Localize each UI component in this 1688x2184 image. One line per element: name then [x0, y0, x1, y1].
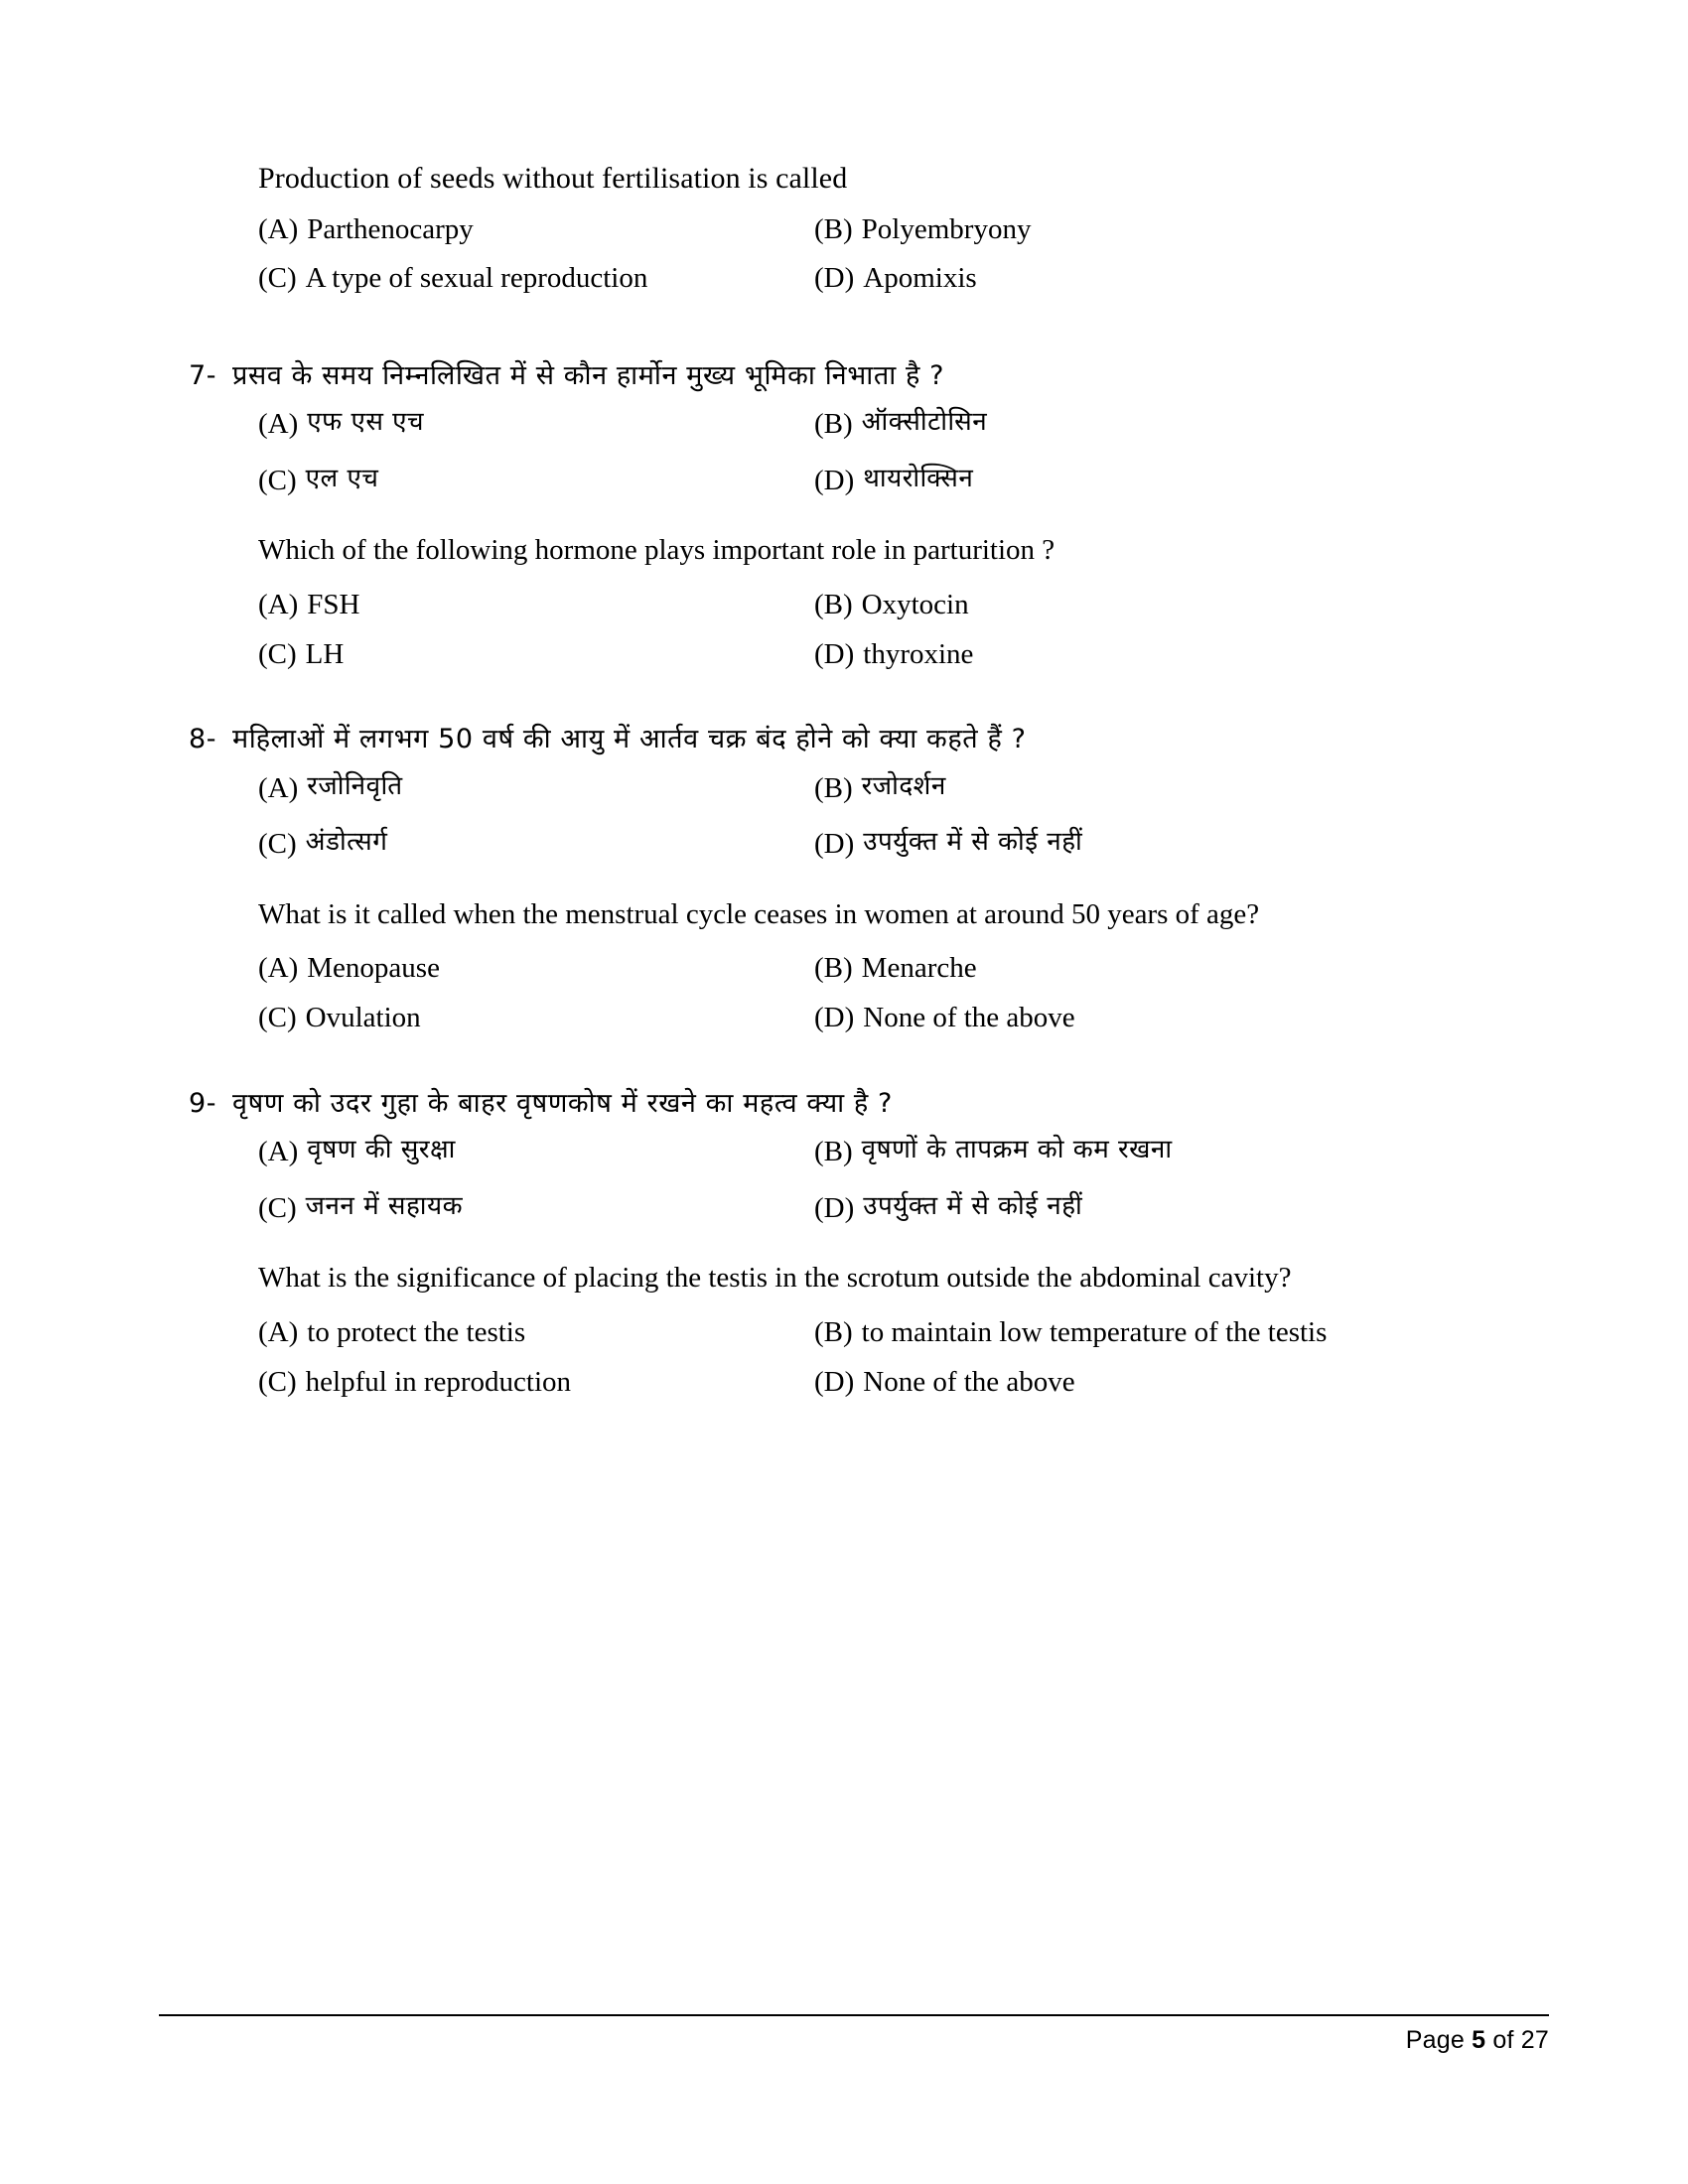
option-text: एफ एस एच: [307, 407, 425, 438]
option-a[interactable]: [258, 404, 814, 445]
option-text: helpful in reproduction: [305, 1365, 572, 1398]
option-text: उपर्युक्त में से कोई नहीं: [863, 827, 1083, 858]
option-b[interactable]: [814, 209, 1509, 250]
option-text: LH: [305, 637, 345, 670]
option-text: None of the above: [863, 1002, 1075, 1034]
option-row: [258, 1132, 1509, 1172]
option-text: Menopause: [307, 952, 440, 985]
question-text-hindi: वृषण को उदर गुहा के बाहर वृषणकोष में रखने का महत्व क्या है ?: [232, 1087, 893, 1119]
option-a[interactable]: [258, 948, 814, 989]
option-label: (D): [814, 828, 855, 861]
option-label: (A): [258, 588, 299, 620]
question-stem-hindi: [189, 720, 1509, 760]
option-text: A type of sexual reproduction: [305, 262, 648, 295]
option-c[interactable]: [258, 461, 814, 501]
option-text: रजोनिवृति: [307, 770, 403, 801]
question-block-continued: [258, 159, 1509, 299]
option-b[interactable]: [814, 768, 1509, 809]
option-d[interactable]: [814, 461, 1509, 501]
option-label: (D): [814, 1002, 855, 1034]
option-row: [258, 585, 1509, 625]
option-a[interactable]: [258, 585, 814, 625]
page-footer: [159, 2014, 1549, 2055]
option-label: (C): [258, 637, 297, 670]
options-hindi: [258, 1132, 1509, 1228]
question-text-hindi: प्रसव के समय निम्नलिखित में से कौन हार्मोन मुख्य भूमिका निभाता है ?: [232, 359, 945, 391]
option-label: (B): [814, 771, 853, 804]
option-text: वृषणों के तापक्रम को कम रखना: [861, 1135, 1173, 1165]
option-text: रजोदर्शन: [861, 770, 946, 801]
options-hindi: [258, 768, 1509, 865]
options-english: [258, 209, 1509, 299]
option-label: (C): [258, 1365, 297, 1398]
option-row: [258, 998, 1509, 1038]
option-b[interactable]: [814, 948, 1509, 989]
option-c[interactable]: [258, 258, 814, 299]
option-text: to protect the testis: [307, 1315, 526, 1348]
option-row: [258, 404, 1509, 445]
option-label: (A): [258, 952, 299, 985]
footer-current-page: 5: [1472, 2026, 1486, 2054]
option-c[interactable]: [258, 1188, 814, 1229]
option-text: Polyembryony: [861, 212, 1032, 245]
option-row: [258, 209, 1509, 250]
option-text: थायरोक्सिन: [863, 463, 974, 493]
options-english: [258, 585, 1509, 674]
option-label: (B): [814, 588, 853, 620]
question-block-8: [189, 720, 1509, 1037]
question-stem-hindi: [189, 356, 1509, 397]
option-text: Oxytocin: [861, 588, 969, 620]
options-hindi: [258, 404, 1509, 500]
option-row: [258, 1188, 1509, 1229]
option-label: (B): [814, 1315, 853, 1348]
option-text: Apomixis: [863, 262, 977, 295]
option-text: ऑक्सीटोसिन: [861, 407, 988, 438]
option-d[interactable]: [814, 824, 1509, 865]
option-b[interactable]: [814, 585, 1509, 625]
option-row: [258, 461, 1509, 501]
option-b[interactable]: [814, 1132, 1509, 1172]
option-label: (A): [258, 1315, 299, 1348]
option-label: (D): [814, 637, 855, 670]
option-label: (A): [258, 408, 299, 441]
option-c[interactable]: [258, 824, 814, 865]
question-block-9: [189, 1084, 1509, 1402]
option-c[interactable]: [258, 634, 814, 675]
option-d[interactable]: [814, 998, 1509, 1038]
option-label: (B): [814, 408, 853, 441]
options-english: [258, 948, 1509, 1037]
option-label: (B): [814, 952, 853, 985]
option-b[interactable]: [814, 1312, 1509, 1353]
question-text-hindi: महिलाओं में लगभग 50 वर्ष की आयु में आर्तव चक्र बंद होने को क्या कहते हैं ?: [232, 724, 1027, 755]
option-label: (C): [258, 1191, 297, 1224]
option-label: (D): [814, 464, 855, 496]
question-number: 9-: [189, 1087, 217, 1119]
option-text: अंडोत्सर्ग: [305, 827, 388, 858]
question-stem-english: Which of the following hormone plays important role in parturition ?: [258, 534, 1055, 567]
option-text: उपर्युक्त में से कोई नहीं: [863, 1190, 1083, 1221]
question-stem-english: What is the significance of placing the testis in the scrotum outside the abdominal cavity?: [258, 1262, 1292, 1295]
option-text: None of the above: [863, 1365, 1075, 1398]
option-d[interactable]: [814, 258, 1509, 299]
option-d[interactable]: [814, 1362, 1509, 1403]
option-d[interactable]: [814, 634, 1509, 675]
question-stem-english: What is it called when the menstrual cycle ceases in women at around 50 years of age?: [258, 897, 1260, 930]
footer-total-pages: 27: [1520, 2026, 1549, 2054]
option-row: [258, 258, 1509, 299]
option-row: [258, 1312, 1509, 1353]
option-d[interactable]: [814, 1188, 1509, 1229]
option-label: (B): [814, 1136, 853, 1168]
option-row: [258, 634, 1509, 675]
option-label: (A): [258, 1136, 299, 1168]
option-a[interactable]: [258, 1312, 814, 1353]
question-number: 7-: [189, 359, 217, 391]
option-row: [258, 768, 1509, 809]
option-text: एल एच: [305, 463, 379, 493]
option-text: वृषण की सुरक्षा: [307, 1135, 456, 1165]
option-text: FSH: [307, 588, 360, 620]
option-label: (A): [258, 771, 299, 804]
option-label: (C): [258, 1002, 297, 1034]
option-text: to maintain low temperature of the testis: [861, 1315, 1328, 1348]
option-label: (A): [258, 212, 299, 245]
option-a[interactable]: [258, 1132, 814, 1172]
options-english: [258, 1312, 1509, 1402]
option-label: (D): [814, 262, 855, 295]
option-a[interactable]: [258, 209, 814, 250]
option-text: जनन में सहायक: [305, 1190, 464, 1221]
option-label: (C): [258, 828, 297, 861]
option-a[interactable]: [258, 768, 814, 809]
footer-prefix: Page: [1405, 2026, 1473, 2054]
option-label: (D): [814, 1191, 855, 1224]
option-row: [258, 1362, 1509, 1403]
option-b[interactable]: [814, 404, 1509, 445]
page-number-text: [159, 2026, 1549, 2055]
option-label: (D): [814, 1365, 855, 1398]
question-stem-hindi: [189, 1084, 1509, 1125]
option-text: Menarche: [861, 952, 977, 985]
option-row: [258, 824, 1509, 865]
footer-middle: of: [1485, 2026, 1521, 2054]
question-block-7: [189, 356, 1509, 674]
option-text: Parthenocarpy: [307, 212, 474, 245]
option-text: Ovulation: [305, 1002, 421, 1034]
option-text: thyroxine: [863, 637, 974, 670]
option-label: (B): [814, 212, 853, 245]
question-number: 8-: [189, 724, 217, 755]
question-stem-english: Production of seeds without fertilisation is called: [258, 162, 848, 195]
option-c[interactable]: [258, 998, 814, 1038]
option-label: (C): [258, 262, 297, 295]
option-row: [258, 948, 1509, 989]
option-label: (C): [258, 464, 297, 496]
option-c[interactable]: [258, 1362, 814, 1403]
footer-divider: [159, 2014, 1549, 2016]
